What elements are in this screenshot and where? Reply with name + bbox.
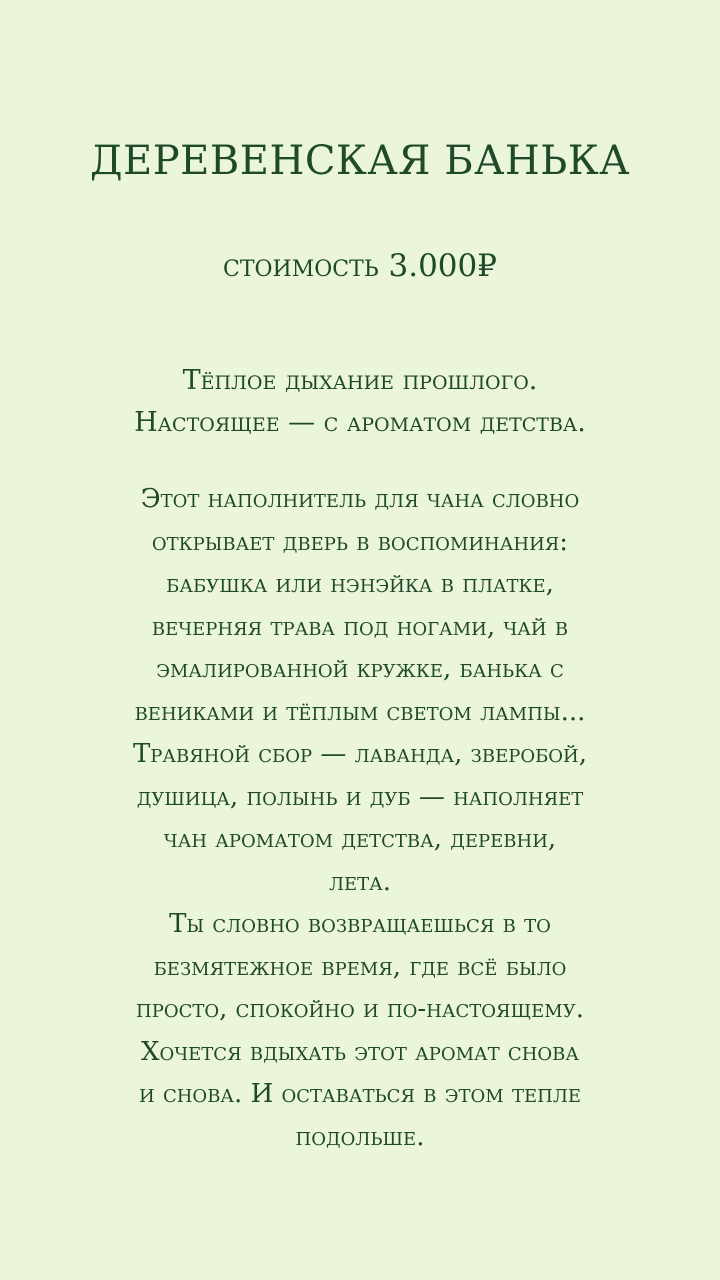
description-line: вениками и тёплым светом лампы... — [134, 696, 586, 727]
description-line: душица, полынь и дуб — наполняет — [136, 781, 584, 812]
description-line: и снова. И оставаться в этом тепле — [139, 1079, 581, 1109]
description-line: безмятежное время, где всё было — [153, 951, 567, 982]
description-line: просто, спокойно и по-настоящему. — [136, 994, 584, 1024]
price-label: стоимость 3.000₽ — [223, 248, 497, 284]
description-line: Хочется вдыхать этот аромат снова — [140, 1036, 580, 1067]
intro-line: Тёплое дыхание прошлого. — [182, 365, 538, 396]
description-line: подольше. — [295, 1121, 425, 1152]
intro-text — [40, 360, 680, 444]
description-line: Ты словно возвращаешься в то — [169, 909, 551, 939]
description-line: Этот наполнитель для чана словно — [140, 484, 580, 514]
description-line: чан ароматом детства, деревни, — [163, 824, 557, 854]
description-text — [40, 478, 680, 1158]
description-line: эмалированной кружке, банька с — [156, 654, 564, 684]
page-title: ДЕРЕВЕНСКАЯ БАНЬКА — [90, 138, 630, 184]
description-line: лета. — [328, 866, 392, 897]
description-line: бабушка или нэнэйка в платке, — [166, 569, 554, 599]
intro-line: Настоящее — с ароматом детства. — [134, 407, 586, 438]
description-line: Травяной сбор — лаванда, зверобой, — [132, 739, 588, 769]
description-line: вечерняя трава под ногами, чай в — [151, 611, 569, 642]
description-line: открывает дверь в воспоминания: — [151, 526, 569, 557]
